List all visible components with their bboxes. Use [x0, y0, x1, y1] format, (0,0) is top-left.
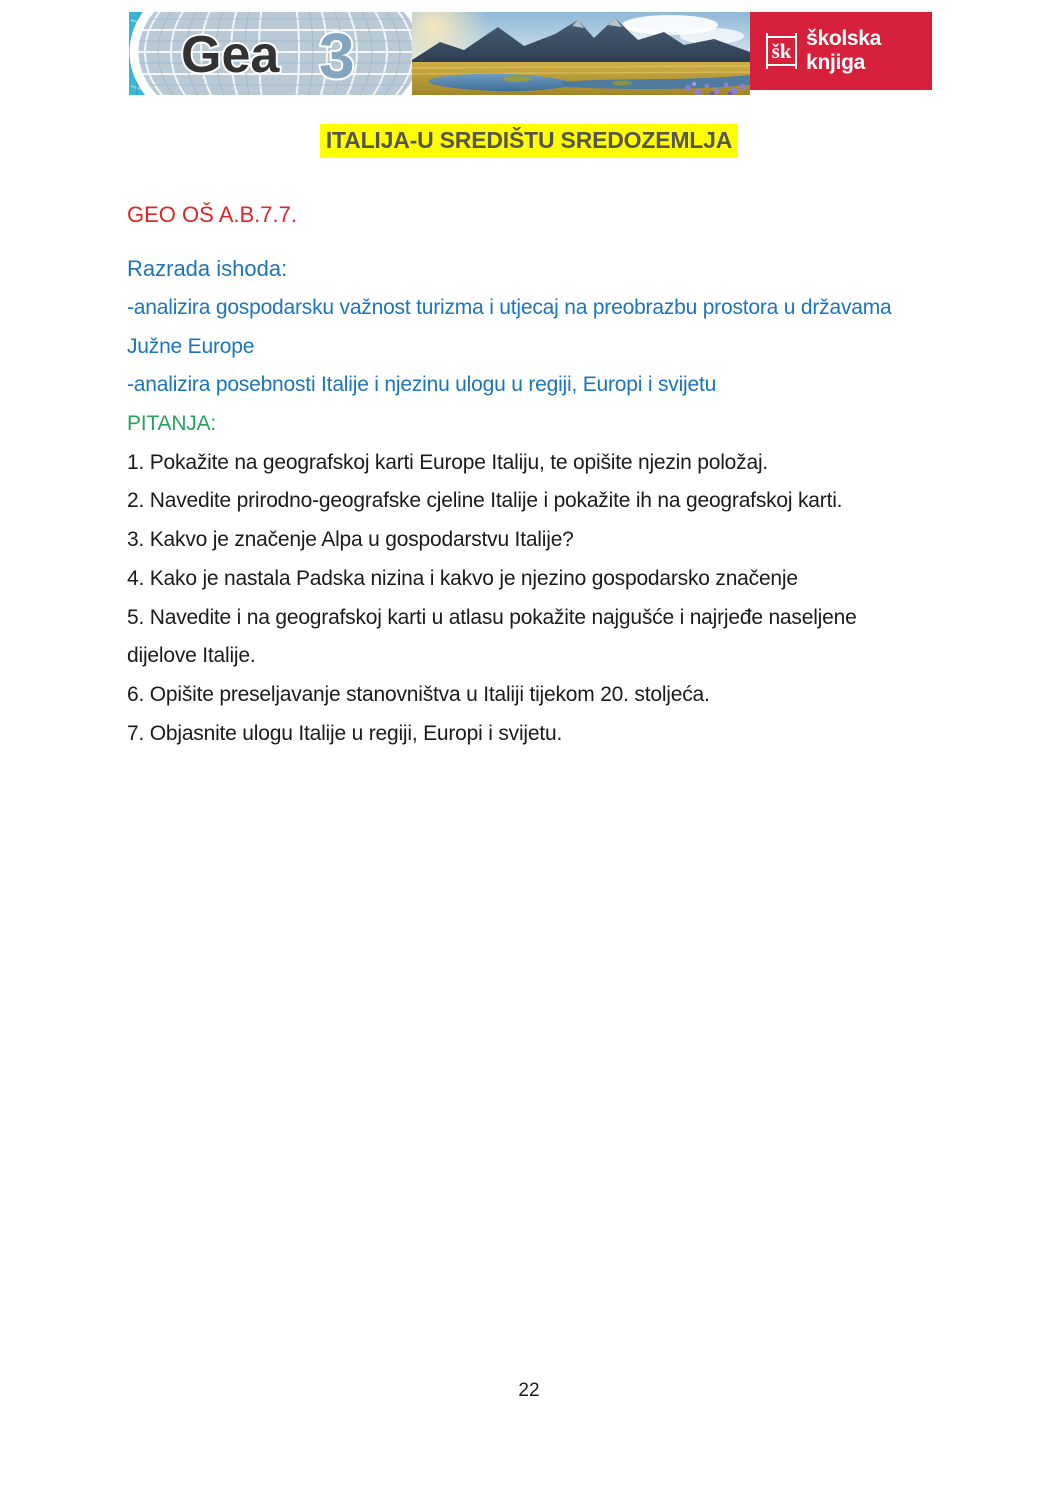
page-number: 22 [518, 1380, 540, 1401]
gea3-logo [129, 12, 412, 95]
logo-number-text: 3 [319, 20, 355, 92]
question-line: 6. Opišite preseljavanje stanovništva u Italiji tijekom 20. stoljeća. [127, 682, 710, 706]
question-line: 7. Objasnite ulogu Italije u regiji, Europi i svijetu. [127, 721, 563, 745]
globe-graticule-icon [129, 12, 412, 95]
header-banner [129, 12, 932, 95]
page-title: ITALIJA-U SREDIŠTU SREDOZEMLJA [320, 124, 738, 158]
question-line-continuation: dijelove Italije. [127, 644, 256, 668]
lesson-code: GEO OŠ A.B.7.7. [127, 202, 297, 227]
outcome-line: -analizira posebnosti Italije i njezinu ulogu u regiji, Europi i svijetu [127, 373, 717, 397]
pitanja-heading: PITANJA: [127, 412, 217, 436]
landscape-photo-image [412, 12, 750, 95]
question-line: 4. Kako je nastala Padska nizina i kakvo je njezino gospodarsko značenje [127, 566, 798, 590]
outcome-line: -analizira gospodarsku važnost turizma i utjecaj na preobrazbu prostora u državama [127, 296, 892, 319]
publisher-logo [750, 12, 932, 90]
landscape-photo [412, 12, 750, 95]
publisher-monogram-icon [766, 33, 797, 69]
title-row [0, 124, 1058, 158]
question-line: 2. Navedite prirodno-geografske cjeline Italije i pokažite ih na geografskoj karti. [127, 489, 843, 513]
logo-series-text: Gea [181, 26, 280, 84]
publisher-name: školska knjiga [806, 27, 882, 74]
razrada-heading: Razrada ishoda: [127, 256, 288, 281]
outcome-line: Južne Europe [127, 334, 255, 358]
body-text [127, 289, 987, 753]
question-line: 3. Kakvo je značenje Alpa u gospodarstvu Italije? [127, 528, 574, 552]
publisher-monogram-text: šk [771, 38, 792, 63]
question-line: 5. Navedite i na geografskoj karti u atlasu pokažite najgušće i najrjeđe naseljene [127, 605, 857, 629]
question-line: 1. Pokažite na geografskoj karti Europe Italiju, te opišite njezin položaj. [127, 450, 769, 474]
